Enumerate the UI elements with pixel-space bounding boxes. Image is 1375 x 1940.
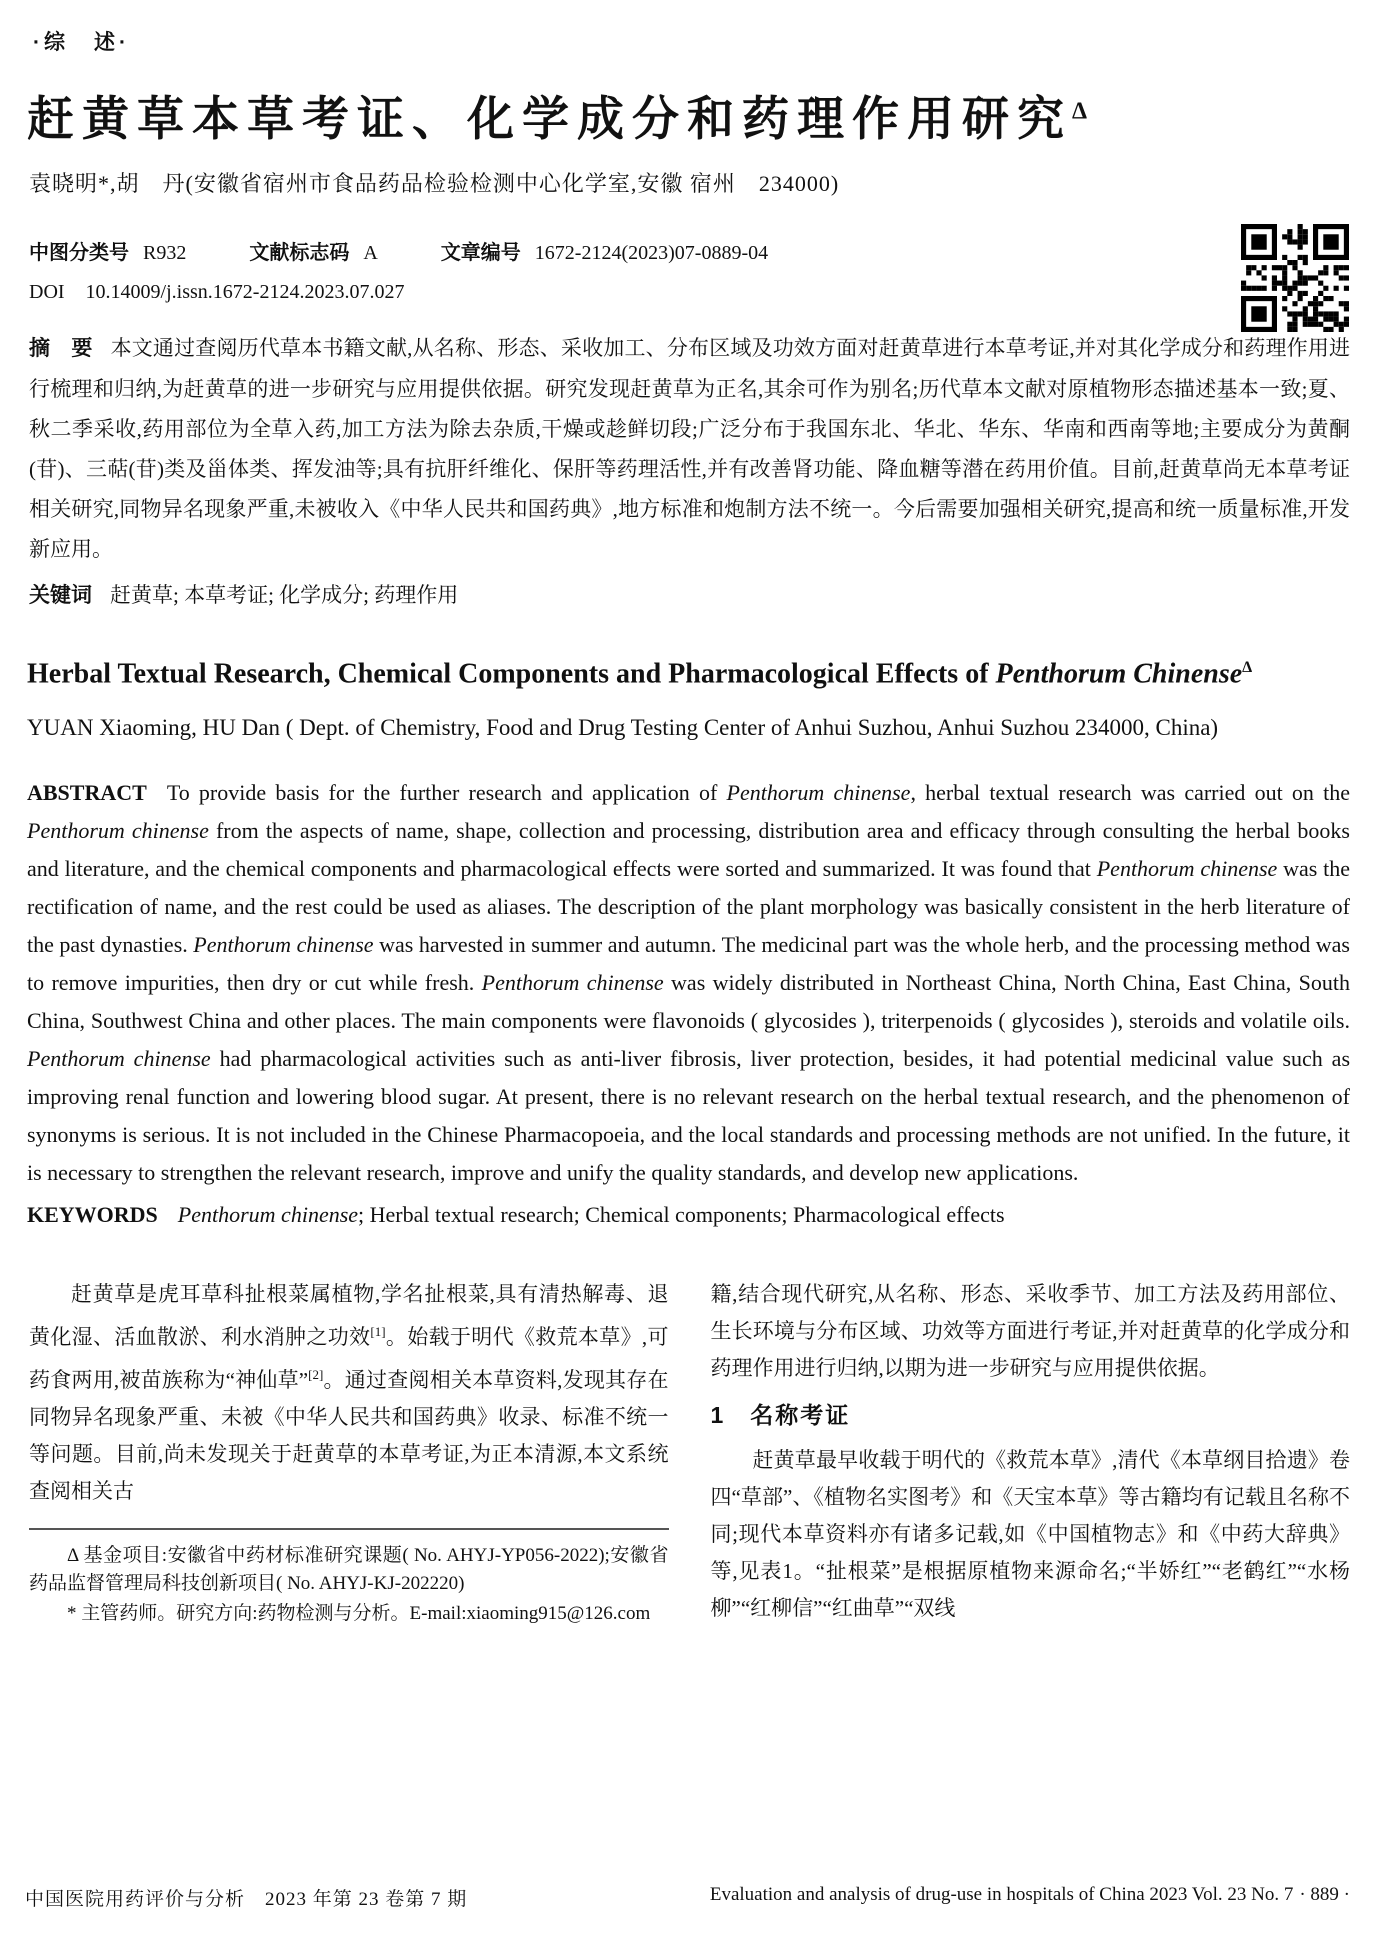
footer-journal-en: Evaluation and analysis of drug-use in hospitals of China 2023 Vol. 23 No. 7 xyxy=(709,1884,1294,1905)
meta-row xyxy=(29,236,1350,265)
footer-page-number: · 889 · xyxy=(1299,1884,1350,1905)
two-column-body xyxy=(29,1276,1350,1628)
keywords-cn-label: 关键词 xyxy=(29,584,92,607)
clc-value: R932 xyxy=(143,242,187,264)
doi-label: DOI xyxy=(29,281,65,303)
footnote-author-info: * 主管药师。研究方向:药物检测与分析。E-mail:xiaoming915@126.com xyxy=(67,1603,651,1625)
footer-journal-cn: 中国医院用药评价与分析 2023 年第 23 卷第 7 期 xyxy=(25,1889,468,1910)
article-title-text: 赶黄草本草考证、化学成分和药理作用研究 xyxy=(27,94,1072,146)
document-code xyxy=(249,236,377,265)
intro-paragraph-continued: 籍,结合现代研究,从名称、形态、采收季节、加工方法及药用部位、生长环境与分布区域、功效等方面进行考证,并对赶黄草的化学成分和药理作用进行归纳,以期为进一步研究与应用提供依据。 xyxy=(710,1282,1350,1381)
article-title-cn xyxy=(27,82,1350,149)
doi-row xyxy=(29,281,1350,304)
footnote-funding: Δ 基金项目:安徽省中药材标准研究课题( No. AHYJ-YP056-2022);安徽省药品监督管理局科技创新项目( No. AHYJ-KJ-202220) xyxy=(29,1545,669,1595)
doi-value: 10.14009/j.issn.1672-2124.2023.07.027 xyxy=(85,281,405,303)
page-footer xyxy=(25,1884,1350,1911)
keywords-cn-text: 赶黄草; 本草考证; 化学成分; 药理作用 xyxy=(110,583,459,607)
column-tag: ·综 述· xyxy=(33,31,130,54)
left-column xyxy=(29,1276,669,1628)
article-id-label: 文章编号 xyxy=(440,242,521,264)
keywords-cn xyxy=(29,575,1350,616)
keywords-en-text: Penthorum chinense; Herbal textual research; Chemical components; Pharmacological effects xyxy=(177,1202,1005,1228)
abstract-en-label: ABSTRACT xyxy=(27,780,147,806)
abstract-en xyxy=(27,774,1350,1192)
right-column xyxy=(711,1276,1351,1628)
meta-block xyxy=(29,236,1350,304)
authors-en: YUAN Xiaoming, HU Dan ( Dept. of Chemistry, Food and Drug Testing Center of Anhui Suzhou, Anhui Suzhou 234000, China) xyxy=(27,715,1219,741)
keywords-en xyxy=(27,1196,1350,1234)
clc-label: 中图分类号 xyxy=(29,242,129,264)
section-1-heading: 1 名称考证 xyxy=(710,1402,851,1429)
article-id xyxy=(441,236,768,265)
abstract-en-text: To provide basis for the further research and application of Penthorum chinense, herbal textual research was carried out on the Penthorum chinense from the aspects of name, shape, collection and processing, distribution area and efficacy through consulting the herbal books and literature, and the chemical components and pharmacological effects were sorted and summarized. It was found that Penthorum chinense was the rectification of name, and the rest could be used as aliases. The description of the plant morphology was basically consistent in the herb literature of the past dynasties. Penthorum chinense was harvested in summer and autumn. The medicinal part was the whole herb, and the processing method was to remove impurities, then dry or cut while fresh. Penthorum chinense was widely distributed in Northeast China, North China, East China, South China, Southwest China and other places. The main components were flavonoids ( glycosides ), triterpenoids ( glycosides ), steroids and volatile oils. Penthorum chinense had pharmacological activities such as anti-liver fibrosis, liver protection, besides, it had potential medicinal value such as improving renal function and lowering blood sugar. At present, there is no relevant research on the herbal textual research, and the phenomenon of synonyms is serious. It is not included in the Chinese Pharmacopoeia, and the local standards and processing methods are not unified. In the future, it is necessary to strengthen the relevant research, improve and unify the quality standards, and develop new applications. xyxy=(27,780,1351,1186)
abstract-cn-text: 本文通过查阅历代草本书籍文献,从名称、形态、采收加工、分布区域及功效方面对赶黄草进行本草考证,并对其化学成分和药理作用进行梳理和归纳,为赶黄草的进一步研究与应用提供依据。研究发现赶黄草为正名,其余可作为别名;历代草本文献对原植物形态描述基本一致;夏、秋二季采收,药用部位为全草入药,加工方法为除去杂质,干燥或趁鲜切段;广泛分布于我国东北、华北、华东、华南和西南等地;主要成分为黄酮(苷)、三萜(苷)类及甾体类、挥发油等;具有抗肝纤维化、保肝等药理活性,并有改善肾功能、降血糖等潜在药用价值。目前,赶黄草尚无本草考证相关研究,同物异名现象严重,未被收入《中华人民共和国药典》,地方标准和炮制方法不统一。今后需要加强相关研究,提高和统一质量标准,开发新应用。 xyxy=(29,336,1351,561)
document-code-value: A xyxy=(363,242,378,264)
abstract-cn xyxy=(29,328,1350,569)
clc-number xyxy=(29,236,186,265)
authors-cn: 袁晓明*,胡 丹(安徽省宿州市食品药品检验检测中心化学室,安徽 宿州 234000) xyxy=(29,171,840,196)
keywords-en-label: KEYWORDS xyxy=(27,1202,158,1228)
footnote-block xyxy=(29,1528,669,1628)
article-title-en: Herbal Textual Research, Chemical Components and Pharmacological Effects of Penthorum Chinense$^\Delta$ xyxy=(27,658,1253,690)
title-superscript: Δ xyxy=(1072,98,1088,125)
article-id-value: 1672-2124(2023)07-0889-04 xyxy=(534,242,769,264)
document-code-label: 文献标志码 xyxy=(249,242,350,264)
qr-code-icon xyxy=(1241,224,1349,332)
section-1-paragraph: 赶黄草最早收载于明代的《救荒本草》,清代《本草纲目拾遗》卷四“草部”、《植物名实图考》和《天宝本草》等古籍均有记载且名称不同;现代本草资料亦有诸多记载,如《中国植物志》和《中药大辞典》等,见表1。“扯根菜”是根据原植物来源命名;“半娇红”“老鹤红”“水杨柳”“红柳信”“红曲草”“双线 xyxy=(710,1448,1350,1621)
footer-journal-en-wrap xyxy=(704,1884,1350,1911)
intro-paragraph: 赶黄草是虎耳草科扯根菜属植物,学名扯根菜,具有清热解毒、退黄化湿、活血散淤、利水消肿之功效[1]。始载于明代《救荒本草》,可药食两用,被苗族称为“神仙草”[2]。通过查阅相关本草资料,发现其存在同物异名现象严重、未被《中华人民共和国药典》收录、标准不统一等问题。目前,尚未发现关于赶黄草的本草考证,为正本清源,本文系统查阅相关古 xyxy=(29,1282,669,1504)
abstract-cn-label: 摘 要 xyxy=(29,337,93,360)
